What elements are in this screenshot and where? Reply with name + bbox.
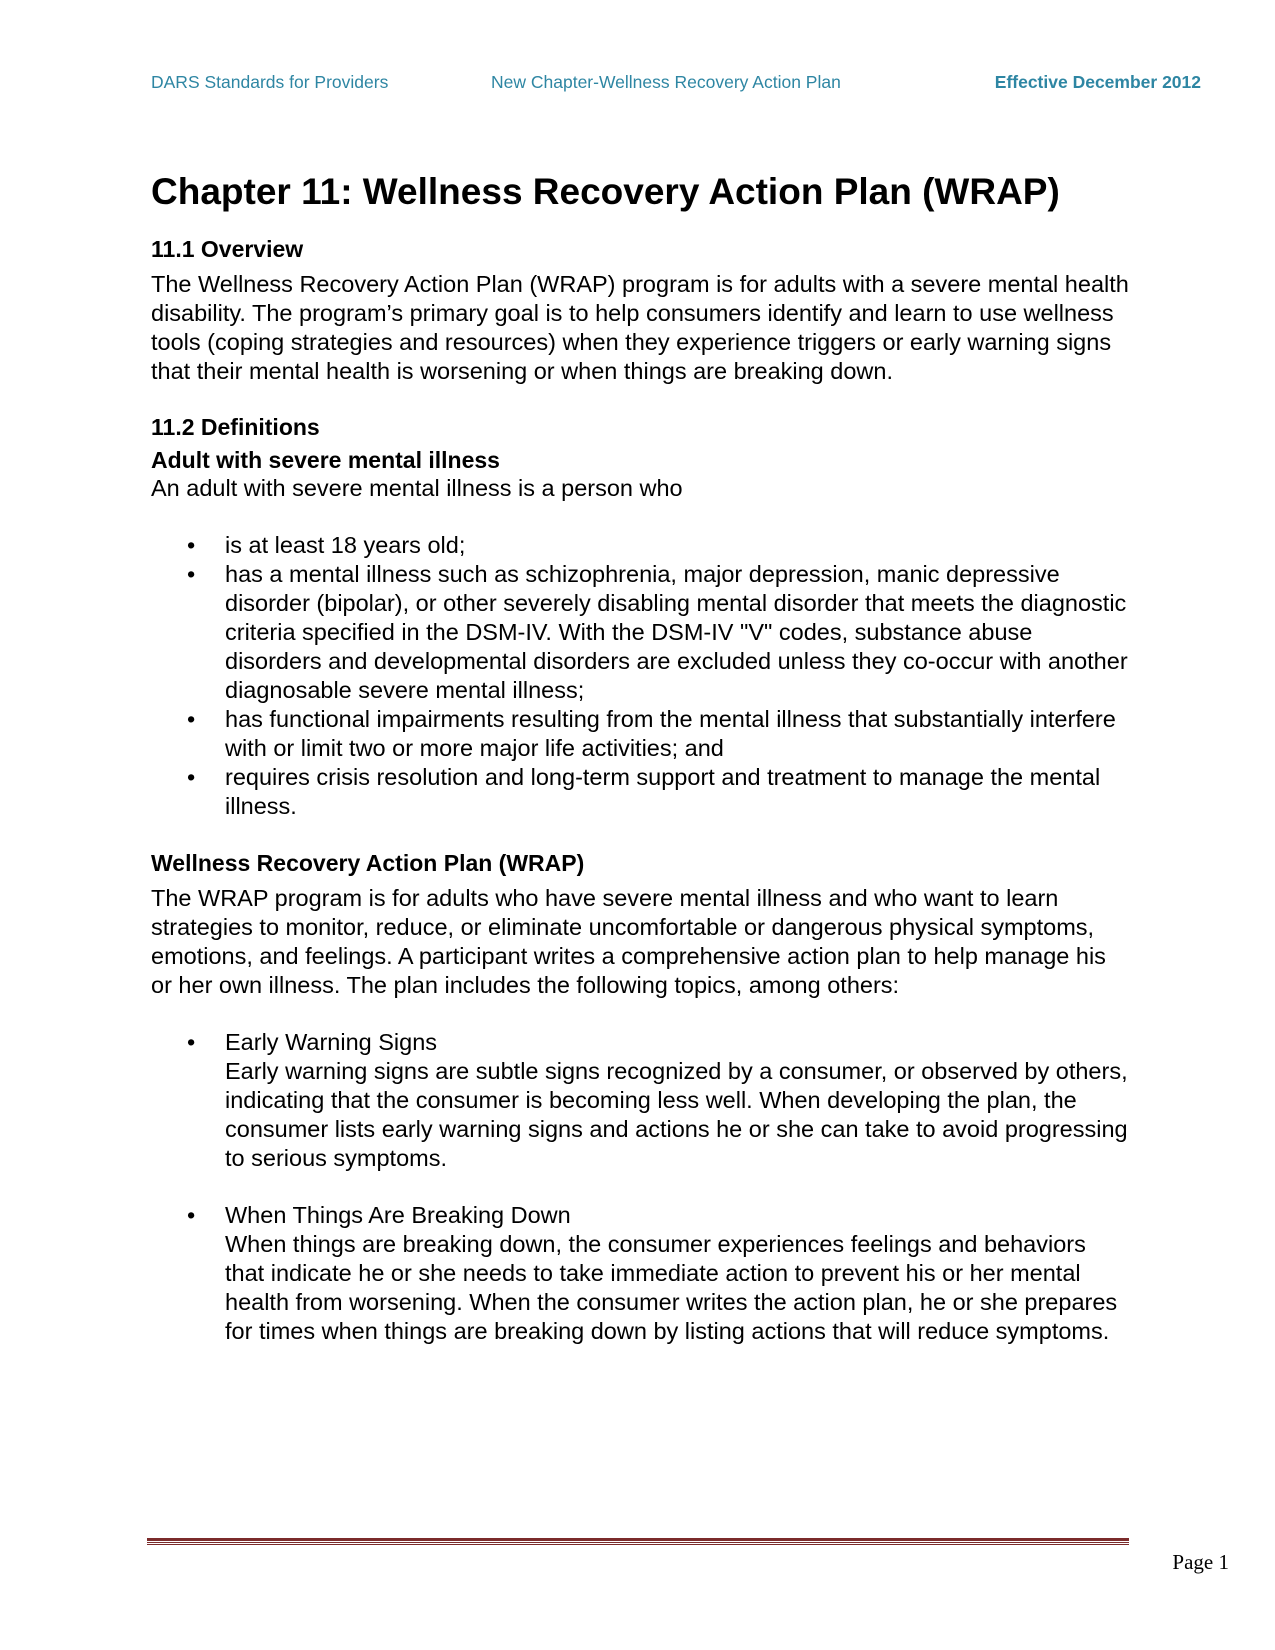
list-item <box>187 1028 1131 1173</box>
wrap-definition-heading: Wellness Recovery Action Plan (WRAP) <box>151 850 585 877</box>
list-item <box>187 1201 1131 1346</box>
list-item <box>187 560 1131 705</box>
topic-title: When Things Are Breaking Down <box>225 1202 571 1229</box>
document-body <box>151 170 1131 1346</box>
bullet-icon: • <box>187 764 196 791</box>
list-item-text: has a mental illness such as schizophrenia, major depression, manic depressive disorder (bipolar), or other severely disabling mental disorder that meets the diagnostic criteria specified in the DSM-IV. With the DSM-IV "V" codes, substance abuse disorders and developmental disorders are excluded unless they co-occur with another diagnosable severe mental illness; <box>225 561 1128 704</box>
adult-criteria-list <box>151 531 1131 821</box>
topic-title: Early Warning Signs <box>225 1029 438 1056</box>
bullet-icon: • <box>187 532 196 559</box>
topic-text: Early warning signs are subtle signs recognized by a consumer, or observed by others, indicating that the consumer is becoming less well. When developing the plan, the consumer lists early warning signs and actions he or she can take to avoid progressing to serious symptoms. <box>225 1058 1128 1172</box>
header-right-text: Effective December 2012 <box>994 72 1201 92</box>
adult-definition-heading: Adult with severe mental illness <box>151 446 500 473</box>
list-item <box>187 531 1131 560</box>
page-header <box>151 72 1201 96</box>
wrap-topics-list <box>151 1028 1131 1173</box>
page-number: Page 1 <box>1172 1550 1229 1574</box>
list-item-text: is at least 18 years old; <box>225 532 466 559</box>
topic-text: When things are breaking down, the consumer experiences feelings and behaviors that indicate he or she needs to take immediate action to prevent his or her mental health from worsening. When the consumer writes the action plan, he or she prepares for times when things are breaking down by listing actions that will reduce symptoms. <box>225 1231 1118 1345</box>
overview-heading: 11.1 Overview <box>151 236 304 263</box>
definitions-heading: 11.2 Definitions <box>151 413 320 440</box>
chapter-title: Chapter 11: Wellness Recovery Action Plan (WRAP) <box>151 171 1060 212</box>
bullet-icon: • <box>187 561 196 588</box>
list-item <box>187 705 1131 763</box>
list-item <box>187 763 1131 821</box>
list-item-text: has functional impairments resulting from the mental illness that substantially interfere with or limit two or more major life activities; and <box>225 706 1116 762</box>
bullet-icon: • <box>187 706 196 733</box>
bullet-icon: • <box>187 1029 196 1056</box>
header-center-text: New Chapter-Wellness Recovery Action Plan <box>491 72 841 92</box>
list-item-text: requires crisis resolution and long-term support and treatment to manage the mental illness. <box>225 764 1101 820</box>
footer-rule <box>147 1538 1129 1545</box>
wrap-topics-list-2 <box>151 1201 1131 1346</box>
wrap-definition-paragraph: The WRAP program is for adults who have severe mental illness and who want to learn strategies to monitor, reduce, or eliminate uncomfortable or dangerous physical symptoms, emotions, and feelings. A participant writes a comprehensive action plan to help manage his or her own illness. The plan includes the following topics, among others: <box>151 885 1106 999</box>
header-left-text: DARS Standards for Providers <box>151 72 389 92</box>
overview-paragraph: The Wellness Recovery Action Plan (WRAP) program is for adults with a severe mental health disability. The program’s primary goal is to help consumers identify and learn to use wellness tools (coping strategies and resources) when they experience triggers or early warning signs that their mental health is worsening or when things are breaking down. <box>151 270 1129 384</box>
bullet-icon: • <box>187 1202 196 1229</box>
adult-definition-intro: An adult with severe mental illness is a person who <box>151 475 683 502</box>
